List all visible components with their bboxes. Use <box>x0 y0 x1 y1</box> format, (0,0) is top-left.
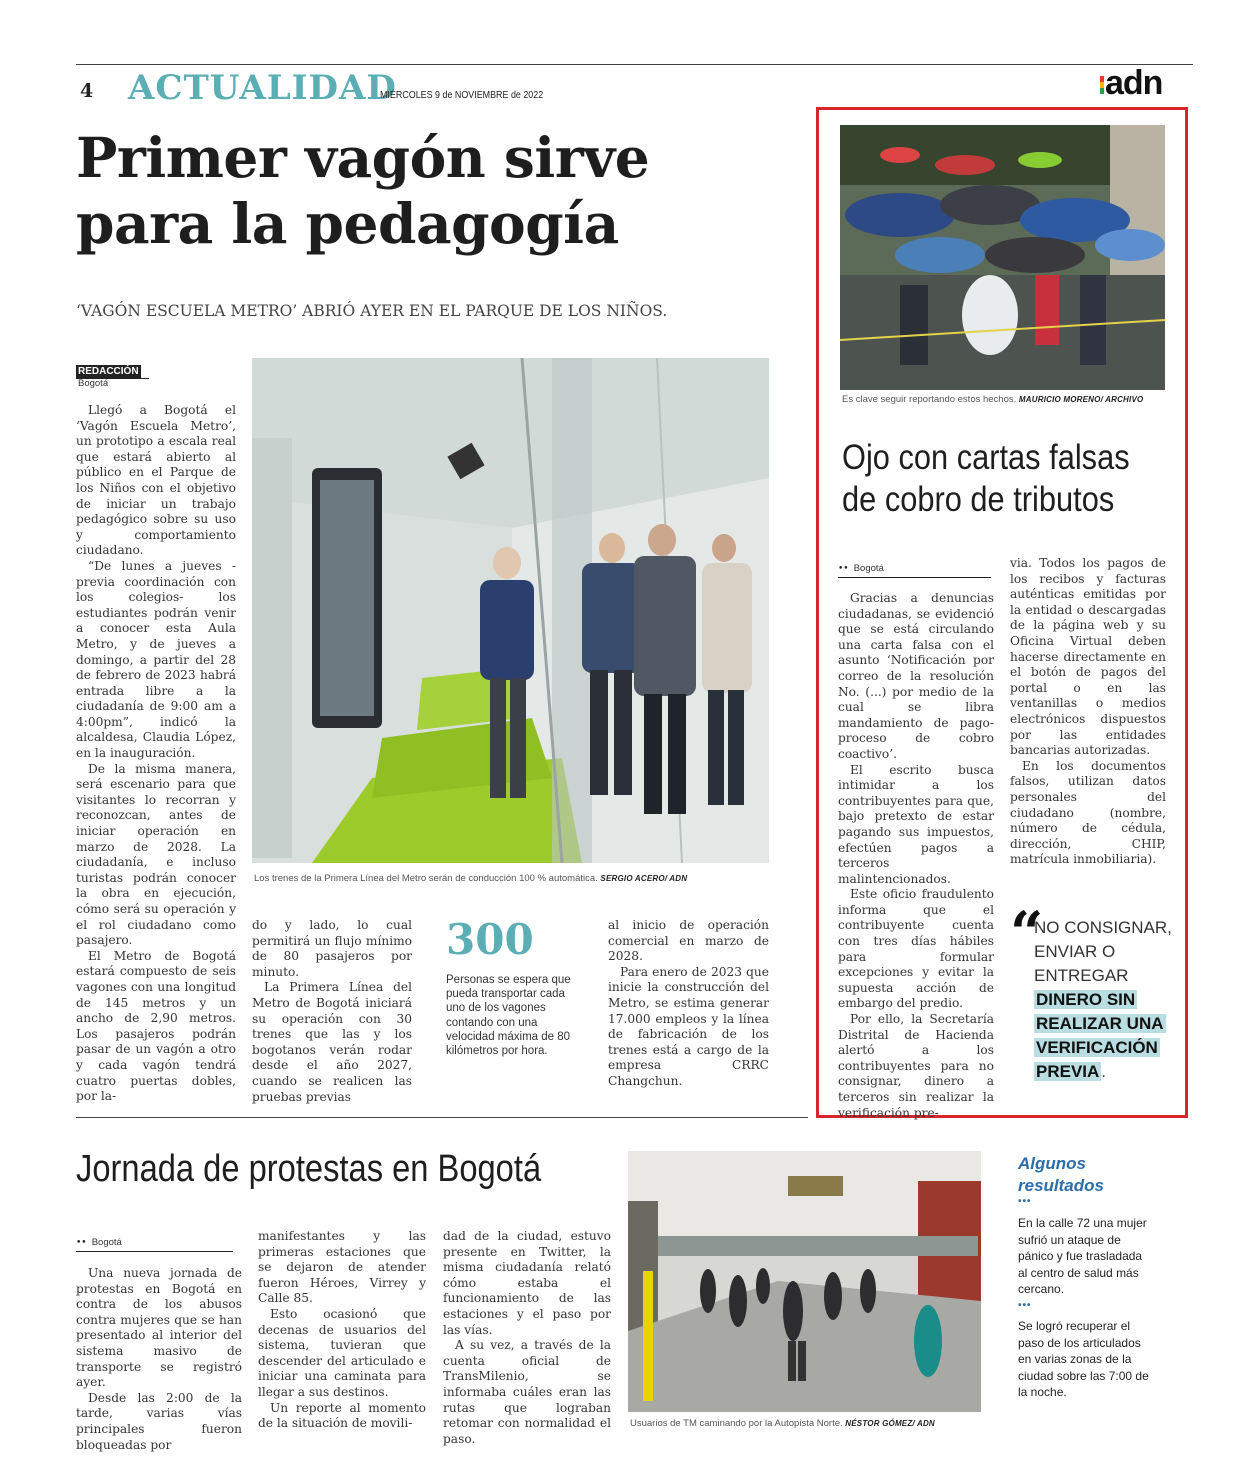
sidebar-location: •• Bogotá <box>838 556 991 578</box>
result-item-1: En la calle 72 una mujer sufrió un ataque de pánico y fue trasladada al centro de salud más cercano. <box>1018 1216 1147 1296</box>
train-interior-illustration <box>252 358 769 863</box>
main-location: Bogotá <box>78 378 109 389</box>
location-dots-icon: •• <box>76 1238 87 1248</box>
main-photo <box>252 358 769 863</box>
bottom-col-3: dad de la ciudad, estuvo presente en Twitter, la misma ciudadanía relató cómo estaba el funcionamiento de las estaciones y el paso por las vías. A su vez, a través de la cuenta oficial de TransMilenio, se informaba cuáles eran las rutas que lograban retomar con normalidad el paso. <box>443 1229 611 1446</box>
main-col-2: do y lado, lo cual permitirá un flujo mínimo de 80 pasajeros por minuto. La Primera Línea del Metro de Bogotá iniciará su operación con 30 trenes que las y los bogotanos verán rodar desde el año 2027, cuando se realicen las pruebas previas <box>252 918 412 1104</box>
quote-mark-icon: “ <box>1010 899 1044 967</box>
byline: REDACCIÓN <box>76 359 149 379</box>
sidebar-col-1: Gracias a denuncias ciudadanas, se evidenció que se está circulando una carta falsa con el asunto ‘Notificación por correo de la resolución No. (...) por medio de la cual se libra mandamiento de pago-proceso de cobro coactivo’. El escrito busca intimidar a los contribuyentes para que, bajo pretexto de estar pagando sus impuestos, efectúen pagos a terceros malintencionados. Este oficio fraudulento informa que el contribuyente cuenta con tres días hábiles para formular excepciones y evitar la supuesta acción de embargo del predio. Por ello, la Secretaría Distrital de Hacienda alertó a los contribuyentes para no consignar, dinero a terceros sin realizar la verificación pre- <box>838 591 994 1120</box>
street-crowd-illustration <box>628 1151 981 1412</box>
section-title: ACTUALIDAD <box>128 68 397 108</box>
main-subtitle: ‘VAGÓN ESCUELA METRO’ ABRIÓ AYER EN EL PARQUE DE LOS NIÑOS. <box>76 302 668 320</box>
issue-date: MIÉRCOLES 9 de NOVIEMBRE de 2022 <box>380 89 544 101</box>
sidebar-col-2: via. Todos los pagos de los recibos y facturas auténticas emitidas por la entidad o descargadas de la página web y su Oficina Virtual deben hacerse directamente en el botón de pagos del portal o en las ventanillas o medios electrónicos dispuestos por las entidades bancarias autorizadas. En los documentos falsos, utilizan datos personales del ciudadano (nombre, número de cédula, dirección, CHIP, matrícula inmobiliaria). <box>1010 556 1166 867</box>
stat-number: 300 <box>446 915 534 964</box>
result-item-2: Se logró recuperar el paso de los articulados en varias zonas de la ciudad sobre las 7:00 de la noche. <box>1018 1319 1149 1399</box>
main-photo-caption: Los trenes de la Primera Línea del Metro serán de conducción 100 % automática. SERGIO ACERO/ ADN <box>254 873 688 884</box>
sidebar-photo <box>840 125 1165 390</box>
pull-quote: NO CONSIGNAR, ENVIAR O ENTREGAR DINERO SIN REALIZAR UNA VERIFICACIÓN PREVIA . <box>1034 918 1172 1081</box>
logo-dots-icon <box>1100 76 1104 94</box>
main-col-4: al inicio de operación comercial en marzo de 2028. Para enero de 2023 que inicie la construcción del Metro, se estima generar 17.000 empleos y la línea de fabricación de los trenes está a cargo de la empresa CRRC Changchun. <box>608 918 769 1088</box>
result-dots-icon: ••• <box>1018 1196 1032 1207</box>
page-number: 4 <box>80 80 94 102</box>
bottom-photo <box>628 1151 981 1412</box>
bottom-col-1: Una nueva jornada de protestas en Bogotá en contra de los abusos contra mujeres que se han presentado al interior del sistema masivo de transporte se registró ayer. Desde las 2:00 de la tarde, varias vías principales fueron bloqueadas por <box>76 1266 242 1452</box>
bottom-location: •• Bogotá <box>76 1230 233 1252</box>
results-title: Algunos resultados <box>1018 1154 1104 1195</box>
bottom-headline: Jornada de protestas en Bogotá <box>76 1148 542 1190</box>
umbrellas-crowd-illustration <box>840 125 1165 390</box>
stat-text: Personas se espera que pueda transportar cada uno de los vagones contando con una velocidad máxima de 80 kilómetros por hora. <box>446 974 571 1058</box>
bottom-photo-caption: Usuarios de TM caminando por la Autopista Norte. NÉSTOR GÓMEZ/ ADN <box>630 1418 935 1429</box>
result-dots-icon: ••• <box>1018 1300 1032 1311</box>
main-headline: Primer vagón sirve para la pedagogía <box>76 125 650 256</box>
sidebar-photo-caption: Es clave seguir reportando estos hechos. MAURICIO MORENO/ ARCHIVO <box>842 394 1144 405</box>
sidebar-headline: Ojo con cartas falsas de cobro de tributos <box>842 438 1130 519</box>
bottom-col-2: manifestantes y las primeras estaciones que se dejaron de atender fueron Héroes, Virrey y Calle 85. Esto ocasionó que decenas de usuarios del sistema, tuvieran que descender del articulado e iniciar una caminata para llegar a sus destinos. Un reporte al momento de la situación de movili- <box>258 1229 426 1431</box>
location-dots-icon: •• <box>838 564 849 574</box>
main-col-1: Llegó a Bogotá el ‘Vagón Escuela Metro’, un prototipo a escala real que estará abierto al público en el Parque de los Niños con el objetivo de iniciar un trabajo pedagógico sobre su uso y comportamiento ciudadano. “De lunes a jueves -previa coordinación con los colegios- los estudiantes podrán venir a conocer esta Aula Metro, y de jueves a domingo, a partir del 28 de febrero de 2023 habrá entrada libre a la ciudadanía de 9:00 am a 4:00pm”, indicó la alcaldesa, Claudia López, en la inauguración. De la misma manera, será escenario para que visitantes lo recorran y reconozcan, antes de iniciar operación en marzo de 2028. La ciudadanía, e incluso turistas podrán conocer la obra en ejecución, cómo será su operación y el rol ciudadano como pasajero. El Metro de Bogotá estará compuesto de seis vagones con una longitud de 145 metros y un ancho de 2,90 metros. Los pasajeros podrán pasar de un vagón a otro y cada vagón tendrá cuatro puertas dobles, por la- <box>76 403 236 1104</box>
